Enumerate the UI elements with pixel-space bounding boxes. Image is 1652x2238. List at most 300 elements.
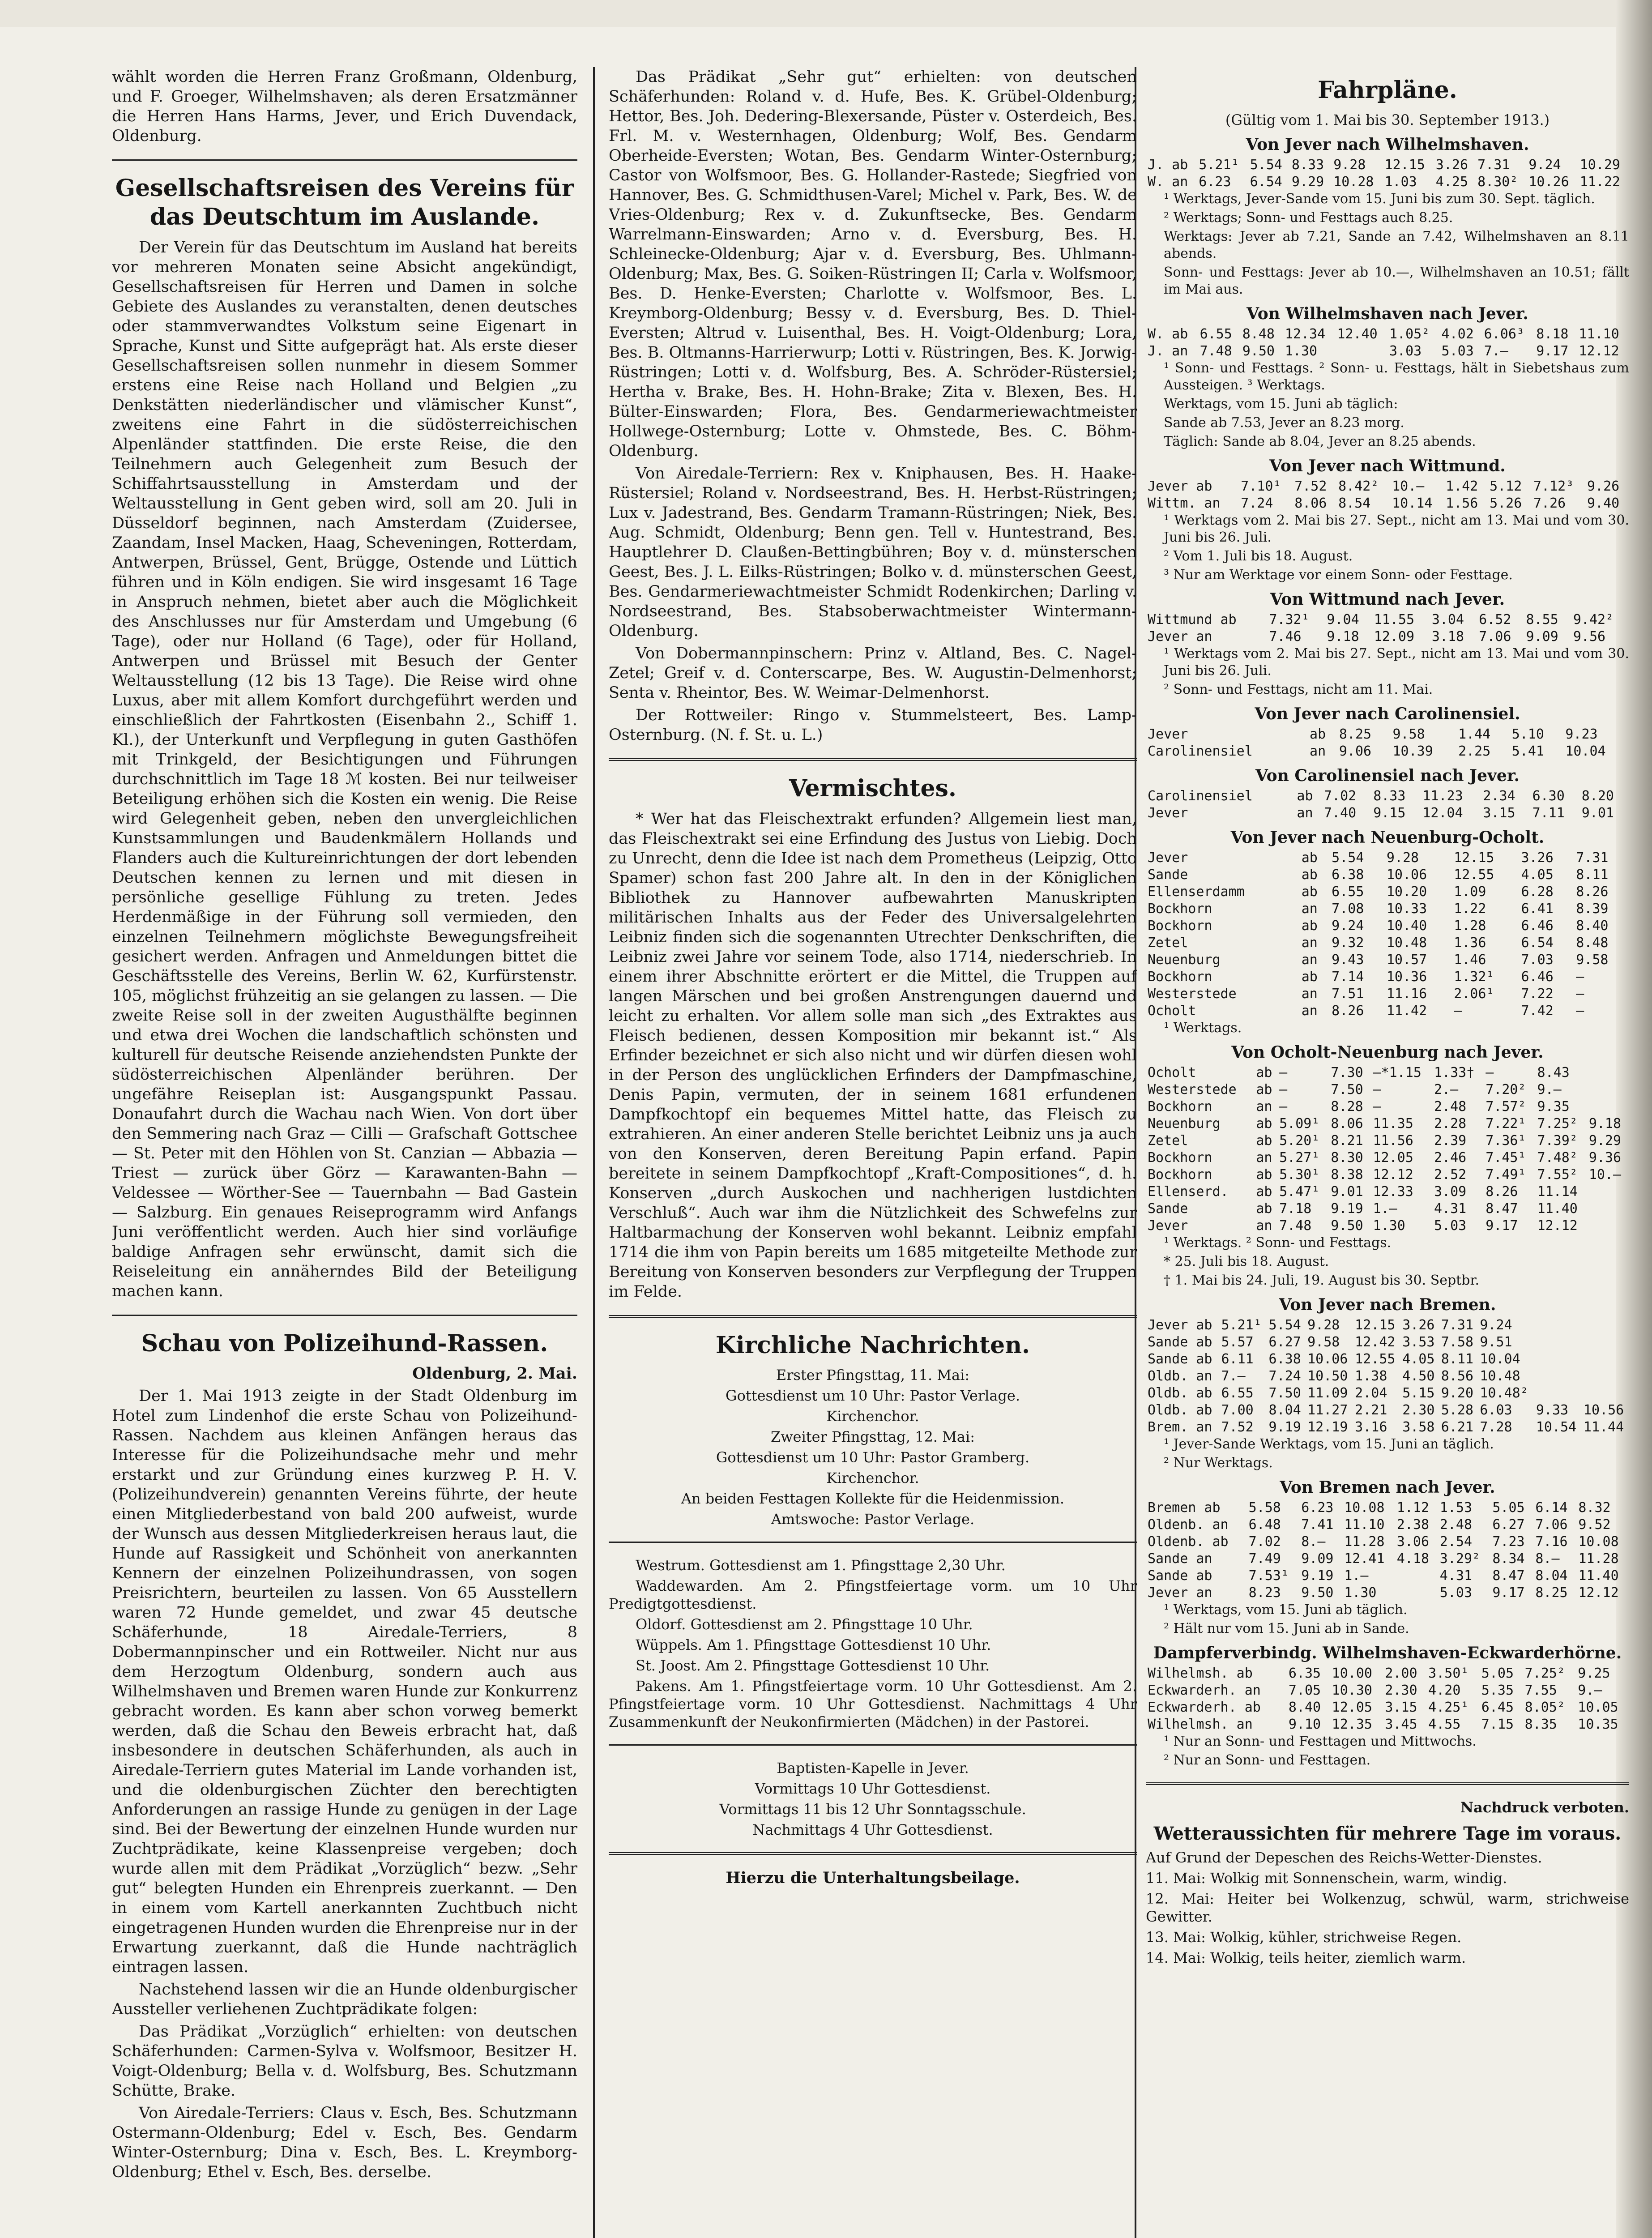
- paragraph: Von Airedale-Terriern: Rex v. Kniphausen, Bes. H. Haake-Rüstersiel; Roland v. Nordseestrand, Bes. H. Herbst-Rüstringen; Lux v. Jadestrand, Bes. Gendarm Tramann-Rüstringen; Niek, Bes. Aug. Schmidt, Oldenburg; Benn gen. Tell v. Huntestrand, Bes. Hauptlehrer D. Claußen-Bettingbühren; Boy v. d. münsterschen Geest, Bes. J. L. Eilks-Rüstringen; Bolko v. d. münsterschen Geest, Bes. Gendarmeriewachtmeister Schmidt Rodenkirchen; Darling v. Nordseestrand, Bes. Stabsoberwachtmeister Wintermann-Oldenburg.: [609, 465, 1137, 640]
- timetable-note: ¹ Werktags vom 2. Mai bis 27. Sept., nicht am 13. Mai und vom 30. Juni bis 26. Juli.: [1164, 646, 1629, 679]
- time-cell: 5.57: [1221, 1334, 1254, 1350]
- time-cell: 6.27: [1492, 1517, 1525, 1533]
- time-cell: 7.08: [1332, 901, 1364, 917]
- time-cell: 9.24: [1528, 157, 1561, 173]
- time-cell: 8.30²: [1477, 174, 1518, 190]
- time-cell: 7.—: [1484, 343, 1508, 359]
- timetable-note: ² Nur an Sonn- und Festtagen.: [1164, 1752, 1371, 1768]
- time-cell: 9.43: [1332, 952, 1364, 968]
- scan-top-margin: [0, 0, 1652, 27]
- time-cell: 5.21¹: [1221, 1317, 1262, 1333]
- timetable-note: ² Nur Werktags.: [1164, 1455, 1273, 1471]
- time-cell: 10.39: [1392, 743, 1433, 759]
- time-cell: 8.40: [1576, 918, 1609, 934]
- time-cell: 9.28: [1333, 157, 1366, 173]
- time-cell: 6.41: [1521, 901, 1554, 917]
- time-cell: 2.06¹: [1454, 986, 1494, 1002]
- time-cell: 9.32: [1332, 935, 1364, 951]
- timetable-note: ² Hält nur vom 15. Juni ab in Sande.: [1164, 1621, 1409, 1636]
- baptist-line: Vormittags 10 Uhr Gottesdienst.: [755, 1780, 991, 1797]
- time-cell: 6.45: [1481, 1700, 1514, 1715]
- timetable: [1146, 1665, 1629, 1733]
- timetable-row: [1146, 1385, 1629, 1402]
- time-cell: 10.08: [1578, 1534, 1619, 1550]
- station-cell: Bockhorn: [1148, 969, 1212, 985]
- time-cell: 5.54: [1268, 1317, 1301, 1333]
- time-cell: 7.02: [1324, 788, 1357, 804]
- time-cell: 5.05: [1481, 1666, 1514, 1681]
- time-cell: 7.53¹: [1248, 1568, 1289, 1584]
- time-cell: 5.03: [1439, 1585, 1473, 1601]
- time-cell: 6.46: [1521, 918, 1554, 934]
- time-cell: 10.56: [1583, 1402, 1624, 1418]
- weather-line: 11. Mai: Wolkig mit Sonnenschein, warm, windig.: [1146, 1870, 1507, 1887]
- station-cell: Ocholt: [1148, 1003, 1196, 1019]
- timetable-row: [1146, 1351, 1629, 1368]
- time-cell: 6.55: [1221, 1385, 1254, 1401]
- time-cell: 10.04: [1565, 743, 1606, 759]
- election-text: wählt worden die Herren Franz Großmann, Oldenburg, und F. Groeger, Wilhelmshaven; als deren Ersatzmänner die Herren Hans Harms, Jever, und Erich Duvendack, Oldenburg.: [112, 68, 577, 145]
- station-cell: Sande ab: [1148, 1351, 1212, 1367]
- time-cell: ab: [1256, 1167, 1272, 1183]
- time-cell: 7.51: [1332, 986, 1364, 1002]
- paragraph: Das Prädikat „Vorzüglich“ erhielten: von deutschen Schäferhunden: Carmen-Sylva v. Wolfsmoor, Besitzer H. Voigt-Oldenburg; Bella v. d. Wolfsburg, Bes. Schutzmann Schütte, Brake.: [112, 2023, 577, 2100]
- time-cell: 7.49: [1248, 1551, 1281, 1567]
- station-cell: W. ab: [1148, 326, 1188, 342]
- time-cell: 5.15: [1402, 1385, 1435, 1401]
- church-services: [609, 1366, 1137, 1528]
- time-cell: 7.23: [1492, 1534, 1525, 1550]
- time-cell: 1.33†: [1434, 1065, 1475, 1081]
- timetable-note: ¹ Werktags, Jever-Sande vom 15. Juni bis zum 30. Sept. täglich.: [1164, 191, 1595, 207]
- time-cell: 8.42²: [1338, 478, 1379, 494]
- timetable-row: [1146, 918, 1629, 935]
- time-cell: 12.35: [1332, 1717, 1372, 1732]
- timetable-row: [1146, 1115, 1629, 1132]
- paragraph: Der 1. Mai 1913 zeigte in der Stadt Oldenburg im Hotel zum Lindenhof die erste Schau von Polizeihund-Rassen. Nachdem aus kleinen Anfängen heraus das Interesse für die Polizeihundsache mehr und mehr erstarkt und zur Gründung eines kurzweg P. H. V. (Polizeihundverein) genannten Vereins führte, der heute einen Mitgliederbestand von bald 200 aufweist, wurde der Wunsch aus dessen Mitgliederkreisen heraus laut, die Hunde auf Rassigkeit und Schönheit von anerkannten Kennern der einzelnen Polizeihundrassen, von sogen Preisrichtern, beurteilen zu lassen. Von 65 Ausstellern waren 72 Hunde gemeldet, und zwar 45 deutsche Schäferhunde, 18 Airedale-Terriers, 8 Dobermannpinscher und ein Rottweiler. Nicht nur aus dem Herzogtum Oldenburg, sondern auch aus Wilhelmshaven und Bremen waren Hunde zur Konkurrenz gebracht worden. Es kann aber schon vorweg bemerkt werden, daß die Schau den Beweis erbracht hat, daß insbesondere in deutschen Schäferhunden, als auch in Airedale-Terriern gutes Material im Lande vorhanden ist, und die oldenburgischen Züchter den berechtigten Anforderungen an rassige Hunde zu genügen in der Lage sind. Bei der Bewertung der einzelnen Hunde wurden nur Zuchtprädikate, keine Klassenpreise vergeben; doch wurde allen mit dem Prädikat „Vorzüglich“ bezw. „Sehr gut“ belegten Hunden ein Ehrenpreis zuerkannt. — Den in einem vom Kartell anerkannten Zuchtbuch nicht eingetragenen Hunden wurden die Ehrenpreise nur in der Erwartung zuerkannt, daß die Hunde nachträglich eintragen lassen.: [112, 1387, 577, 1976]
- station-cell: Zetel: [1148, 935, 1188, 951]
- time-cell: 11.09: [1307, 1385, 1348, 1401]
- time-cell: 6.48: [1248, 1517, 1281, 1533]
- time-cell: 2.00: [1385, 1666, 1417, 1681]
- timetable-row: [1146, 867, 1629, 884]
- reprint-note: Nachdruck verboten.: [1460, 1799, 1629, 1816]
- timetable-row: [1146, 478, 1629, 495]
- time-cell: 7.46: [1269, 629, 1302, 645]
- time-cell: 10.29: [1579, 157, 1620, 173]
- timetable-row: [1146, 788, 1629, 805]
- time-cell: ab: [1301, 884, 1318, 900]
- time-cell: 8.11: [1441, 1351, 1474, 1367]
- station-cell: Eckwarderh. an: [1148, 1683, 1261, 1698]
- time-cell: 7.22¹: [1486, 1116, 1526, 1132]
- church-line: Erster Pfingsttag, 11. Mai:: [776, 1367, 970, 1384]
- baptist-line: Baptisten-Kapelle in Jever.: [777, 1760, 969, 1777]
- station-cell: Eckwarderh. ab: [1148, 1700, 1261, 1715]
- time-cell: 5.35: [1481, 1683, 1514, 1698]
- time-cell: 10.48: [1386, 935, 1427, 951]
- time-cell: 1.05²: [1389, 326, 1430, 342]
- station-cell: Jever: [1148, 726, 1188, 742]
- time-cell: 12.12: [1373, 1167, 1413, 1183]
- timetable-route-title: Von Wittmund nach Jever.: [1270, 590, 1505, 609]
- time-cell: 2.—: [1434, 1082, 1459, 1098]
- time-cell: 8.11: [1576, 867, 1609, 883]
- time-cell: 7.10¹: [1241, 478, 1281, 494]
- time-cell: 9.28: [1386, 850, 1419, 866]
- time-cell: 6.23: [1199, 174, 1231, 190]
- time-cell: 1.30: [1373, 1218, 1405, 1234]
- time-cell: 9.19: [1301, 1568, 1334, 1584]
- time-cell: —: [1576, 1003, 1584, 1019]
- time-cell: 6.11: [1221, 1351, 1254, 1367]
- time-cell: 2.28: [1434, 1116, 1467, 1132]
- time-cell: 4.18: [1396, 1551, 1430, 1567]
- police-article-continued: [609, 67, 1137, 745]
- time-cell: 2.34: [1483, 788, 1515, 804]
- timetable-row: [1146, 935, 1629, 952]
- time-cell: 9.23: [1565, 726, 1598, 742]
- time-cell: 10.54: [1536, 1419, 1577, 1435]
- timetable-row: [1146, 1419, 1629, 1436]
- time-cell: 6.30: [1532, 788, 1565, 804]
- time-cell: 5.12: [1490, 478, 1522, 494]
- divider: [609, 758, 1137, 761]
- time-cell: —: [1576, 986, 1584, 1002]
- timetable-row: [1146, 1585, 1629, 1602]
- time-cell: 9.24: [1332, 918, 1364, 934]
- time-cell: 7.50: [1268, 1385, 1301, 1401]
- time-cell: 7.25²: [1524, 1666, 1565, 1681]
- time-cell: 7.48: [1279, 1218, 1312, 1234]
- time-cell: 1.44: [1458, 726, 1491, 742]
- station-cell: Bockhorn: [1148, 1099, 1212, 1115]
- time-cell: 3.26: [1402, 1317, 1435, 1333]
- time-cell: 3.03: [1389, 343, 1422, 359]
- time-cell: 8.25: [1339, 726, 1372, 742]
- time-cell: 12.15: [1355, 1317, 1396, 1333]
- time-cell: 3.06: [1396, 1534, 1430, 1550]
- police-dog-heading: Schau von Polizeihund-Rassen.: [141, 1330, 548, 1357]
- divider: [609, 1542, 1137, 1543]
- time-cell: 3.09: [1434, 1184, 1467, 1200]
- station-cell: Ellenserd.: [1148, 1184, 1229, 1200]
- time-cell: 4.31: [1434, 1201, 1467, 1217]
- station-cell: Wittm. an: [1148, 495, 1221, 511]
- timetable-row: [1146, 343, 1629, 360]
- paragraph: Das Prädikat „Sehr gut“ erhielten: von deutschen Schäferhunden: Roland v. d. Hufe, Bes. K. Grübel-Oldenburg; Hettor, Bes. Joh. Dedering-Blexersande, Püster v. Osterdeich, Bes. Frl. M. v. Westernhagen, Oldenburg; Wolf, Bes. Gendarm Oberheide-Eversten; Wotan, Bes. Gendarm Winter-Osternburg; Castor von Wolfsmoor, Bes. G. Hollander-Rastede; Siegfried von Hannover, Bes. G. Schmidthusen-Varel; Michel v. Park, Bes. W. de Vries-Oldenburg; Rex v. d. Zukunftsecke, Bes. Gendarm Warrelmann-Einswarden; Arno v. d. Eversburg, Bes. H. Schleinecke-Oldenburg; Ajar v. d. Eversburg, Bes. Uhlmann-Oldenburg; Max, Bes. G. Soiken-Rüstringen II; Carla v. Wolfsmoor, Bes. D. Henke-Eversten; Charlotte v. Wolfsmoor, Bes. L. Kreymborg-Oldenburg; Bessy v. d. Eversburg, Bes. D. Thiel-Eversten; Altrud v. Luisenthal, Bes. H. Voigt-Oldenburg; Lora, Bes. B. Oltmanns-Harrierwurp; Lotti v. Rüstringen, Bes. K. Jorwig-Rüstringen; Lotti v. d. Wolfsburg, Bes. A. Schröder-Rüstersiel; Hertha v. Brake, Bes. H. Hohn-Brake; Zita v. Blexen, Bes. H. Bülter-Einswarden; Flora, Bes. Gendarmeriewachtmeister Hollwege-Osternburg; Lotte v. Ohmstede, Bes. C. Böhm-Oldenburg.: [609, 68, 1137, 460]
- time-cell: [1395, 1585, 1438, 1602]
- time-cell: 11.40: [1537, 1201, 1578, 1217]
- station-cell: Sande ab: [1148, 1334, 1212, 1350]
- time-cell: 1.30: [1285, 343, 1318, 359]
- time-cell: 1.30: [1344, 1585, 1377, 1601]
- time-cell: 9.18: [1327, 629, 1359, 645]
- baptist-line: Nachmittags 4 Uhr Gottesdienst.: [752, 1821, 993, 1838]
- time-cell: ab: [1256, 1201, 1272, 1217]
- timetable-row: [1146, 157, 1629, 174]
- time-cell: 10.26: [1528, 174, 1569, 190]
- time-cell: 12.12: [1578, 1585, 1619, 1601]
- time-cell: ab: [1301, 850, 1318, 866]
- time-cell: 3.58: [1402, 1419, 1435, 1435]
- timetable-row: [1146, 1516, 1629, 1533]
- station-cell: Brem. an: [1148, 1419, 1212, 1435]
- time-cell: 2.30: [1385, 1683, 1417, 1698]
- time-cell: 7.03: [1521, 952, 1554, 968]
- station-cell: Oldb. an: [1148, 1368, 1212, 1384]
- timetable-row: [1146, 1003, 1629, 1020]
- timetable-row: [1146, 1317, 1629, 1334]
- timetable-row: [1146, 1716, 1629, 1733]
- timetable-row: [1146, 1217, 1629, 1234]
- time-cell: 5.27¹: [1279, 1150, 1320, 1166]
- time-cell: 7.06: [1479, 629, 1511, 645]
- station-cell: Jever ab: [1148, 478, 1212, 494]
- time-cell: 7.31: [1576, 850, 1609, 866]
- time-cell: 9.09: [1526, 629, 1558, 645]
- time-cell: 11.28: [1344, 1534, 1385, 1550]
- divider: [112, 1315, 577, 1316]
- timetable-row: [1146, 952, 1629, 969]
- time-cell: 8.28: [1331, 1099, 1363, 1115]
- time-cell: 5.09¹: [1279, 1116, 1320, 1132]
- time-cell: 9.58: [1307, 1334, 1340, 1350]
- time-cell: 9.15: [1373, 805, 1406, 821]
- parish-line: St. Joost. Am 2. Pfingsttage Gottesdienst 10 Uhr.: [636, 1657, 990, 1674]
- time-cell: 2.54: [1439, 1534, 1473, 1550]
- time-cell: 10.50: [1307, 1368, 1348, 1384]
- time-cell: 7.32¹: [1269, 612, 1310, 628]
- time-cell: 12.05: [1373, 1150, 1413, 1166]
- time-cell: 9.10: [1288, 1717, 1321, 1732]
- station-cell: Oldb. ab: [1148, 1402, 1212, 1418]
- time-cell: 7.31: [1441, 1317, 1474, 1333]
- time-cell: 4.02: [1441, 326, 1474, 342]
- time-cell: 6.38: [1268, 1351, 1301, 1367]
- time-cell: 11.40: [1578, 1568, 1619, 1584]
- time-cell: 10.—: [1588, 1167, 1622, 1183]
- time-cell: 9.17: [1486, 1218, 1518, 1234]
- timetable-row: [1146, 986, 1629, 1003]
- time-cell: 9.28: [1307, 1317, 1340, 1333]
- station-cell: Carolinensiel: [1148, 743, 1253, 759]
- time-cell: an: [1301, 986, 1318, 1002]
- station-cell: Wilhelmsh. ab: [1148, 1666, 1253, 1681]
- station-cell: Westerstede: [1148, 1082, 1237, 1098]
- time-cell: 2.04: [1355, 1385, 1387, 1401]
- time-cell: —: [1373, 1082, 1381, 1098]
- time-cell: 3.15: [1385, 1700, 1417, 1715]
- time-cell: 6.54: [1521, 935, 1554, 951]
- time-cell: ab: [1301, 918, 1318, 934]
- timetable-row: [1146, 901, 1629, 918]
- time-cell: 4.31: [1439, 1568, 1473, 1584]
- time-cell: ab: [1297, 788, 1313, 804]
- paragraph: Von Airedale-Terriers: Claus v. Esch, Bes. Schutzmann Ostermann-Oldenburg; Edel v. Esch, Bes. Gendarm Winter-Osternburg; Dina v. Esch, Bes. L. Kreymborg-Oldenburg; Ethel v. Esch, Bes. derselbe.: [112, 2104, 577, 2181]
- timetable-row: [1146, 1368, 1629, 1385]
- timetable-row: [1146, 611, 1629, 628]
- time-cell: an: [1297, 805, 1313, 821]
- time-cell: 10.—: [1392, 478, 1425, 494]
- time-cell: 9.18: [1588, 1116, 1622, 1132]
- station-cell: Bockhorn: [1148, 901, 1212, 917]
- timetable-route-title: Von Carolinensiel nach Jever.: [1255, 766, 1520, 785]
- timetable-route-title: Dampferverbindg. Wilhelmshaven-Eckwarderhörne.: [1153, 1644, 1622, 1662]
- divider: [609, 1744, 1137, 1746]
- time-cell: 12.41: [1344, 1551, 1385, 1567]
- time-cell: 12.15: [1384, 157, 1425, 173]
- timetable-row: [1146, 1550, 1629, 1567]
- time-cell: 9.52: [1578, 1517, 1611, 1533]
- time-cell: 5.47¹: [1279, 1184, 1320, 1200]
- paragraph: Der Verein für das Deutschtum im Ausland hat bereits vor mehreren Monaten seine Absicht angekündigt, Gesellschaftsreisen für Herren und Damen in solche Gebiete des Auslandes zu veranstalten, denen deutsches oder stammverwandtes Volkstum seine Eigenart in Sprache, Kunst und Sitte aufgeprägt hat. Als erste dieser Gesellschaftsreisen sollen nunmehr in diesem Sommer erstens eine Reise nach Holland und Belgien „zu Denkstätten niederländischer und vlämischer Kunst“, zweitens eine Fahrt in die südösterreichischen Alpenländer stattfinden. Die erste Reise, die den Teilnehmern auch Gelegenheit zum Besuch der Schiffahrtsausstellung in Amsterdam und der Weltausstellung in Gent geben wird, soll am 20. Juli in Düsseldorf beginnen, nach Amsterdam (Zuidersee, Zaandam, Insel Macken, Haag, Scheveningen, Rotterdam, Antwerpen, Brüssel, Gent, Brügge, Ostende und Lüttich führen und in Köln endigen. Sie wird insgesamt 16 Tage in Anspruch nehmen, bietet aber auch die Möglichkeit des Anschlusses nur für Amsterdam und Umgebung (6 Tage), oder nur Holland (6 Tage), oder für Holland, Antwerpen und Brüssel mit Besuch der Genter Weltausstellung (12 bis 13 Tage). Die Reise wird ohne Luxus, aber mit allem Komfort durchgeführt werden und einschließlich der Fahrtkosten (Eisenbahn 2., Schiff 1. Kl.), der Unterkunft und Verpflegung in guten Gasthöfen mit Trinkgeld, der Besichtigungen und Führungen durchschnittlich im Tage 18 ℳ kosten. Bei nur teilweiser Beteiligung erhöhen sich die Kosten ein wenig. Die Reise wird Gelegenheit geben, neben den unvergleichlichen Kunstsammlungen und Baudenkmälern Hollands und Flanders auch die Kultureinrichtungen der dort lebenden Deutschen kennen zu lernen und mit diesen in persönliche gesellige Fühlung zu treten. Jedes Herdenmäßige in der Führung soll vermieden, den einzelnen Teilnehmern möglichste Bewegungsfreiheit gesichert werden. Anfragen und Anmeldungen bittet die Geschäftsstelle des Vereins, Berlin W. 62, Kurfürstenstr. 105, möglichst frühzeitig an sie gelangen zu lassen. — Die zweite Reise soll in der zweiten Augusthälfte beginnen und etwa drei Wochen die landschaftlich schönsten und kulturell für deutsche Reisende anziehendsten Punkte der südösterreichischen Alpenländer berühren. Der ungefähre Reiseplan ist: Ausgangspunkt Passau. Donaufahrt durch die Wachau nach Wien. Von dort über den Semmering nach Graz — Cilli — Grafschaft Gottschee — St. Peter mit den Höhlen von St. Canzian — Abbazia — Triest — zurück über Görz — Karawanten-Bahn — Veldessee — Wörther-See — Tauernbahn — Bad Gastein — Salzburg. Ein genaues Reiseprogramm wird Anfangs Juni veröffentlicht werden. Auch hier sind vorläufige baldige Anfragen sehr erwünscht, damit sich die Reiseleitung ein annäherndes Bild der Beteiligung machen kann.: [112, 239, 577, 1300]
- time-cell: 7.12³: [1533, 478, 1574, 494]
- time-cell: 9.26: [1587, 478, 1620, 494]
- timetable-row: [1146, 1665, 1629, 1682]
- time-cell: 10.20: [1386, 884, 1427, 900]
- time-cell: 2.46: [1434, 1150, 1467, 1166]
- timetable: [1146, 1499, 1629, 1602]
- time-cell: 1.03: [1384, 174, 1417, 190]
- time-cell: 7.30: [1331, 1065, 1363, 1081]
- time-cell: 7.—: [1221, 1368, 1246, 1384]
- time-cell: 7.48: [1200, 343, 1232, 359]
- parish-line: Westrum. Gottesdienst am 1. Pfingsttage 2,30 Uhr.: [636, 1557, 1006, 1574]
- timetable: [1146, 1317, 1629, 1436]
- timetable-note: ¹ Werktags. ² Sonn- und Festtags.: [1164, 1235, 1392, 1251]
- station-cell: Bockhorn: [1148, 918, 1212, 934]
- timetable-row: [1146, 1682, 1629, 1699]
- baptist-line: Vormittags 11 bis 12 Uhr Sonntagsschule.: [719, 1801, 1026, 1818]
- time-cell: 8.05²: [1524, 1700, 1565, 1715]
- timetable-note: Werktags, vom 15. Juni ab täglich:: [1164, 396, 1398, 412]
- time-cell: 3.18: [1431, 629, 1464, 645]
- timetable-note: ² Vom 1. Juli bis 18. August.: [1164, 548, 1353, 564]
- time-cell: 8.32: [1578, 1500, 1611, 1516]
- time-cell: 7.42: [1521, 1003, 1554, 1019]
- station-cell: Oldb. ab: [1148, 1385, 1212, 1401]
- time-cell: 5.58: [1248, 1500, 1281, 1516]
- time-cell: 6.28: [1521, 884, 1554, 900]
- station-cell: Wilhelmsh. an: [1148, 1717, 1253, 1732]
- timetable: [1146, 850, 1629, 1020]
- time-cell: 8.47: [1492, 1568, 1525, 1584]
- time-cell: ab: [1256, 1065, 1272, 1081]
- station-cell: Neuenburg: [1148, 1116, 1221, 1132]
- time-cell: 8.48: [1576, 935, 1609, 951]
- time-cell: 7.22: [1521, 986, 1554, 1002]
- time-cell: 9.24: [1480, 1317, 1512, 1333]
- timetable-row: [1146, 1166, 1629, 1183]
- time-cell: ab: [1310, 726, 1326, 742]
- time-cell: 11.27: [1307, 1402, 1348, 1418]
- timetable-route-title: Von Jever nach Carolinensiel.: [1255, 705, 1520, 723]
- time-cell: 8.33: [1373, 788, 1406, 804]
- time-cell: 6.35: [1288, 1666, 1321, 1681]
- time-cell: 6.54: [1250, 174, 1282, 190]
- time-cell: 10.14: [1392, 495, 1433, 511]
- time-cell: 9.51: [1480, 1334, 1512, 1350]
- timetable-note: ³ Nur am Werktage vor einem Sonn- oder Festtage.: [1164, 567, 1513, 583]
- timetable-validity: (Gültig vom 1. Mai bis 30. September 1913.): [1225, 111, 1550, 128]
- time-cell: ab: [1256, 1184, 1272, 1200]
- time-cell: 3.45: [1385, 1717, 1417, 1732]
- station-cell: Sande: [1148, 1201, 1188, 1217]
- time-cell: 6.06³: [1484, 326, 1524, 342]
- time-cell: —: [1486, 1065, 1494, 1081]
- time-cell: 3.15: [1483, 805, 1515, 821]
- time-cell: 6.23: [1301, 1500, 1334, 1516]
- time-cell: 1.36: [1454, 935, 1486, 951]
- station-cell: Jever: [1148, 1218, 1188, 1234]
- time-cell: 11.35: [1373, 1116, 1413, 1132]
- time-cell: 2.25: [1458, 743, 1491, 759]
- weather-line: 14. Mai: Wolkig, teils heiter, ziemlich warm.: [1146, 1949, 1466, 1966]
- timetable-note: * 25. Juli bis 18. August.: [1164, 1254, 1329, 1269]
- time-cell: —: [1279, 1099, 1288, 1115]
- time-cell: 10.57: [1386, 952, 1427, 968]
- time-cell: 8.—: [1535, 1551, 1560, 1567]
- time-cell: 5.03: [1434, 1218, 1467, 1234]
- time-cell: 1.53: [1439, 1500, 1473, 1516]
- timetable-route-title: Von Jever nach Wilhelmshaven.: [1246, 135, 1529, 154]
- time-cell: 6.14: [1535, 1500, 1568, 1516]
- time-cell: 9.04: [1327, 612, 1359, 628]
- timetable-row: [1146, 969, 1629, 986]
- time-cell: 8.21: [1331, 1133, 1363, 1149]
- timetable-note: † 1. Mai bis 24. Juli, 19. August bis 30. Septbr.: [1164, 1273, 1480, 1288]
- time-cell: 11.22: [1579, 174, 1620, 190]
- time-cell: ab: [1301, 969, 1318, 985]
- column-middle: [609, 67, 1137, 1891]
- time-cell: 7.20²: [1486, 1082, 1526, 1098]
- time-cell: 12.05: [1332, 1700, 1372, 1715]
- time-cell: 11.28: [1578, 1551, 1619, 1567]
- weather-heading: Wetteraussichten für mehrere Tage im voraus.: [1153, 1823, 1622, 1844]
- station-cell: Ellenserdamm: [1148, 884, 1245, 900]
- time-cell: 6.55: [1200, 326, 1232, 342]
- station-cell: Wittmund ab: [1148, 612, 1237, 628]
- time-cell: 8.26: [1576, 884, 1609, 900]
- time-cell: 7.16: [1535, 1534, 1568, 1550]
- time-cell: 7.26: [1533, 495, 1566, 511]
- weather-line: 13. Mai: Wolkig, kühler, strichweise Regen.: [1146, 1929, 1462, 1946]
- misc-heading: Vermischtes.: [789, 775, 957, 802]
- time-cell: 7.48²: [1537, 1150, 1578, 1166]
- weather-source: Auf Grund der Depeschen des Reichs-Wetter-Dienstes.: [1146, 1849, 1542, 1866]
- time-cell: 10.06: [1307, 1351, 1348, 1367]
- time-cell: 4.05: [1402, 1351, 1435, 1367]
- time-cell: 5.30¹: [1279, 1167, 1320, 1183]
- time-cell: 10.35: [1578, 1717, 1618, 1732]
- time-cell: 12.15: [1454, 850, 1494, 866]
- time-cell: 8.48: [1242, 326, 1275, 342]
- timetable-row: [1146, 850, 1629, 867]
- misc-article: * Wer hat das Fleischextrakt erfunden? Allgemein liest man, das Fleischextrakt sei eine Erfindung des Justus von Liebig. Doch zu Unrecht, denn die Idee ist nach dem Prometheus (Leipzig, Otto Spamer) schon fast 200 Jahre alt. In den in der Königlichen Bibliothek zu Hannover aufbewahrten Manuskripten militärischen Inhalts aus der Feder des Universalgelehrten Leibniz finden sich die sogenannten Utrechter Denkschriften, die Leibniz zwei Jahre vor seinem Tode, also 1714, niederschrieb. In einem ihrer Abschnitte erörtert er die Mittel, die Truppen auf langen Märschen und bei großen Anstrengungen dauernd und leicht zu erhalten. Vor allem solle man sich „des Extraktes aus Fleisch bedienen, dessen Komposition mir bekannt ist.“ Als Erfinder bezeichnet er sich also nicht und wir dürfen diesen wohl in der Person des unglücklichen Erfinders der Dampfmaschine, Denis Papin, vermuten, der in seinem 1681 erfundenen Dampfkochtopf ein bequemes Mittel hatte, das Fleisch zu extrahieren. An einer anderen Stelle berichtet Leibniz uns ja auch von den Konserven, deren Bereitung Papin erfand. Papin bereitete in seinem Dampfkochtopf „Kraft-Compositiones“, d. h. Konserven „durch Auskochen und nachherigen lustdichten Verschluß“. Auch war ihm die Nützlichkeit des Schwefelns zur Haltbarmachung der Konserven wohl bekannt. Leibniz empfahl 1714 die ihm von Papin bereits um 1685 mitgeteilte Methode zur Bereitung von Konserven besonders zur Verpflegung der Truppen im Felde.: [609, 810, 1137, 1301]
- time-cell: 1.—: [1373, 1201, 1397, 1217]
- station-cell: Westerstede: [1148, 986, 1237, 1002]
- time-cell: an: [1310, 743, 1326, 759]
- time-cell: 10.06: [1386, 867, 1427, 883]
- station-cell: Sande ab: [1148, 1568, 1212, 1584]
- time-cell: 8.33: [1291, 157, 1324, 173]
- time-cell: —: [1279, 1082, 1288, 1098]
- time-cell: ab: [1256, 1133, 1272, 1149]
- time-cell: 8.56: [1441, 1368, 1474, 1384]
- column-rule-1: [593, 67, 595, 2238]
- time-cell: 3.26: [1435, 157, 1468, 173]
